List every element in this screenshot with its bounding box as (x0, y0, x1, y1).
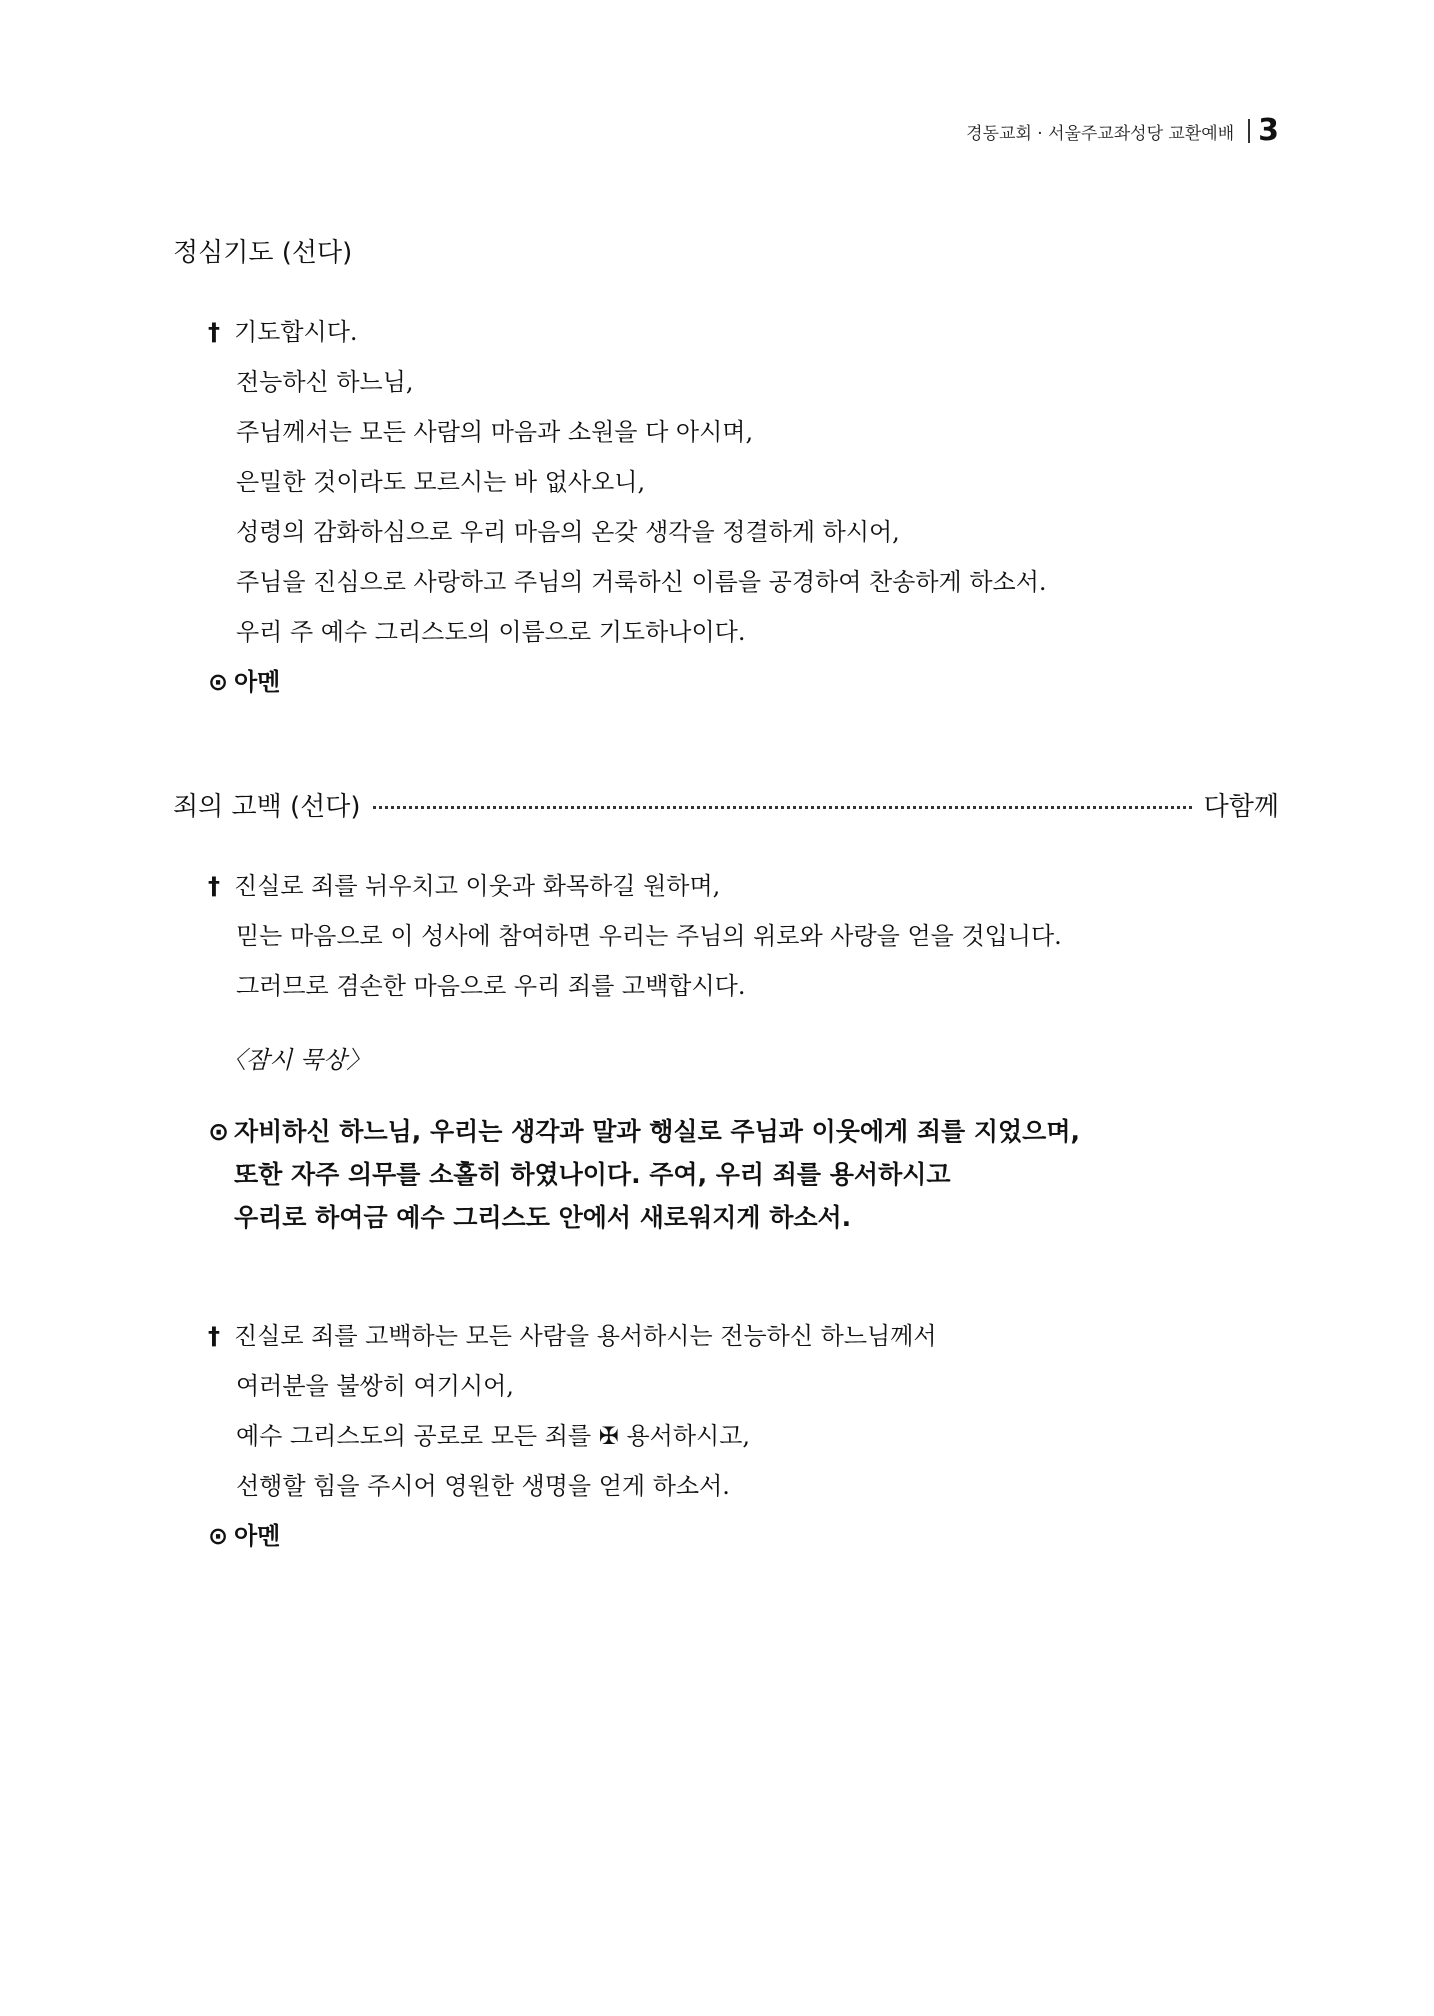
prayer-line: 전능하신 하느님, (236, 368, 414, 396)
cross-icon: † (208, 872, 220, 900)
confession-intro-line: 그러므로 겸손한 마음으로 우리 죄를 고백합시다. (236, 972, 746, 1000)
prayer-line: 성령의 감화하심으로 우리 마음의 온갖 생각을 정결하게 하시어, (236, 518, 900, 546)
absolution-line: 여러분을 불쌍히 여기시어, (236, 1372, 514, 1400)
prayer-line: 은밀한 것이라도 모르시는 바 없사오니, (236, 468, 646, 496)
header-divider (1248, 119, 1250, 143)
confession-prayer: ⊙ 자비하신 하느님, 우리는 생각과 말과 행실로 주님과 이웃에게 죄를 지었으며, 또한 자주 의무를 소홀히 하였나이다. 주여, 우리 죄를 용서하시고 우리로 하여금 예수 그리스도 안에서 새로워지게 하소서. (208, 1117, 1080, 1232)
absolution-line: 예수 그리스도의 공로로 모든 죄를 ✠ 용서하시고, (236, 1422, 751, 1450)
confession-intro-line: † 진실로 죄를 뉘우치고 이웃과 화목하길 원하며, (208, 872, 721, 900)
absolution-line: † 진실로 죄를 고백하는 모든 사람을 용서하시는 전능하신 하느님께서 (208, 1322, 937, 1350)
silence-note: 〈잠시 묵상〉 (222, 1046, 371, 1074)
amen-response: ⊙ 아멘 (208, 1522, 281, 1550)
dotted-leader (373, 806, 1192, 809)
section-title-confession-row (173, 786, 1279, 823)
prayer-line: † 기도합시다. (208, 318, 358, 346)
page-header (966, 113, 1279, 148)
response-marker-icon: ⊙ (208, 668, 229, 696)
absolution-line: 선행할 힘을 주시어 영원한 생명을 얻게 하소서. (236, 1472, 730, 1500)
cross-icon: † (208, 1322, 220, 1350)
section-right-label: 다함께 (1203, 792, 1279, 822)
response-marker-icon: ⊙ (208, 1117, 229, 1146)
response-marker-icon: ⊙ (208, 1522, 229, 1550)
page-number: 3 (1258, 113, 1279, 148)
prayer-line: 주님께서는 모든 사람의 마음과 소원을 다 아시며, (236, 418, 754, 446)
prayer-line: 주님을 진심으로 사랑하고 주님의 거룩하신 이름을 공경하여 찬송하게 하소서. (236, 568, 1047, 596)
section-title-confession: 죄의 고백 (선다) (173, 792, 361, 822)
section-title-prayer: 정심기도 (선다) (173, 238, 353, 268)
amen-response: ⊙ 아멘 (208, 668, 281, 696)
header-title: 경동교회 · 서울주교좌성당 교환예배 (966, 123, 1235, 144)
prayer-line: 우리 주 예수 그리스도의 이름으로 기도하나이다. (236, 618, 746, 646)
confession-intro-line: 믿는 마음으로 이 성사에 참여하면 우리는 주님의 위로와 사랑을 얻을 것입니다. (236, 922, 1062, 950)
cross-icon: † (208, 318, 220, 346)
